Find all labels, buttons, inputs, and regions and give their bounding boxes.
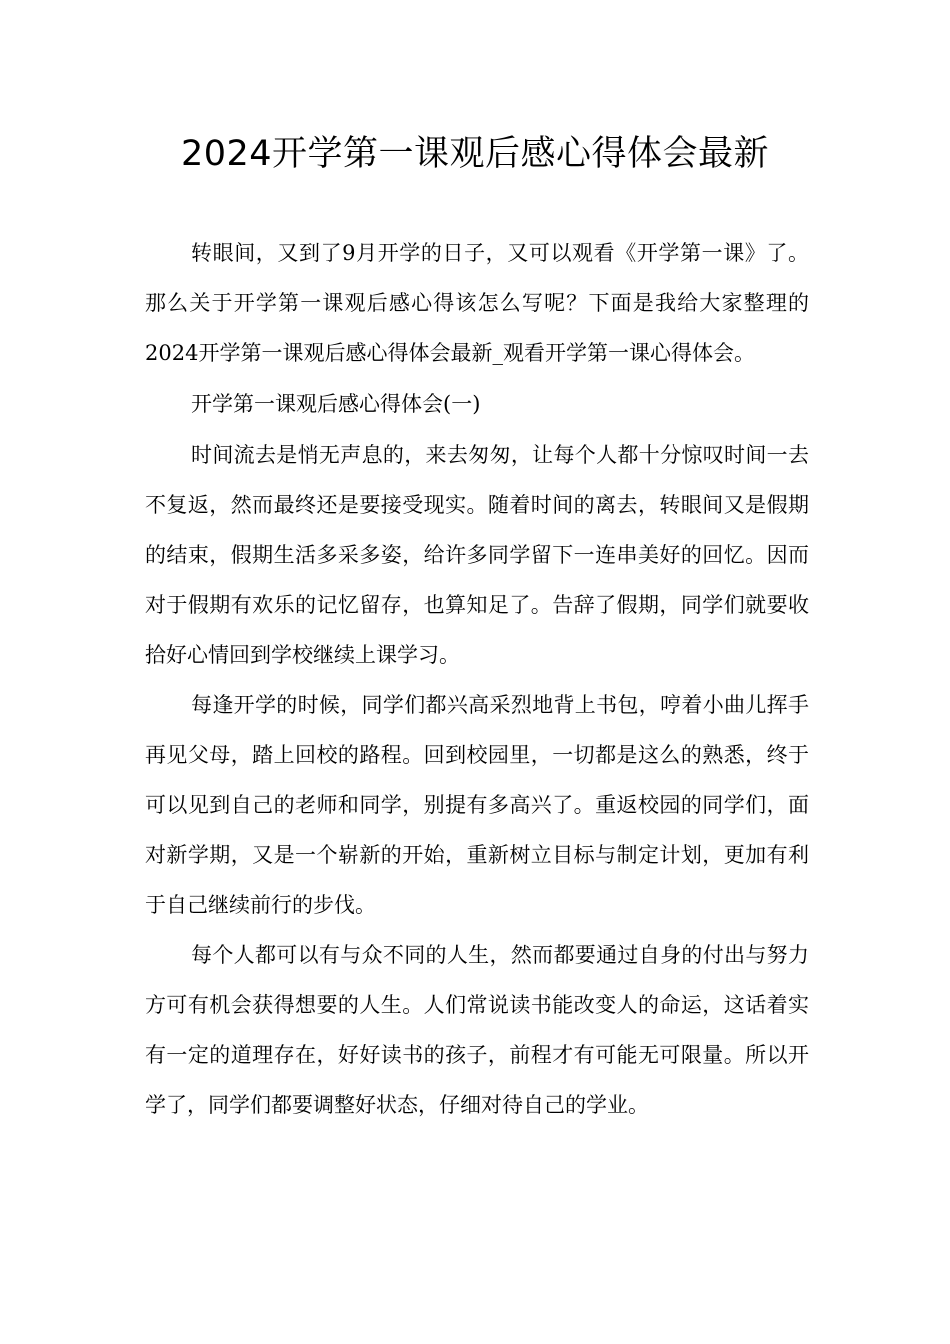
body-paragraph-3: 每个人都可以有与众不同的人生，然而都要通过自身的付出与努力方可有机会获得想要的人生。人们常说读书能改变人的命运，这话着实有一定的道理存在，好好读书的孩子，前程才有可能无可限量。所以开学了，同学们都要调整好状态，仔细对待自己的学业。: [145, 943, 809, 1117]
body-paragraph-1: 时间流去是悄无声息的，来去匆匆，让每个人都十分惊叹时间一去不复返，然而最终还是要接受现实。随着时间的离去，转眼间又是假期的结束，假期生活多采多姿，给许多同学留下一连串美好的回忆。因而对于假期有欢乐的记忆留存，也算知足了。告辞了假期，同学们就要收拾好心情回到学校继续上课学习。: [145, 443, 809, 667]
document-body: [145, 228, 809, 1130]
intro-paragraph: 转眼间，又到了9月开学的日子，又可以观看《开学第一课》了。那么关于开学第一课观后感心得该怎么写呢？下面是我给大家整理的2024开学第一课观后感心得体会最新_观看开学第一课心得体会。: [145, 241, 809, 365]
document-title: 2024开学第一课观后感心得体会最新: [180, 134, 770, 174]
body-paragraph-2: 每逢开学的时候，同学们都兴高采烈地背上书包，哼着小曲儿挥手再见父母，踏上回校的路程。回到校园里，一切都是这么的熟悉，终于可以见到自己的老师和同学，别提有多高兴了。重返校园的同学们，面对新学期，又是一个崭新的开始，重新树立目标与制定计划，更加有利于自己继续前行的步伐。: [145, 693, 809, 917]
section-heading: 开学第一课观后感心得体会(一): [191, 392, 481, 416]
